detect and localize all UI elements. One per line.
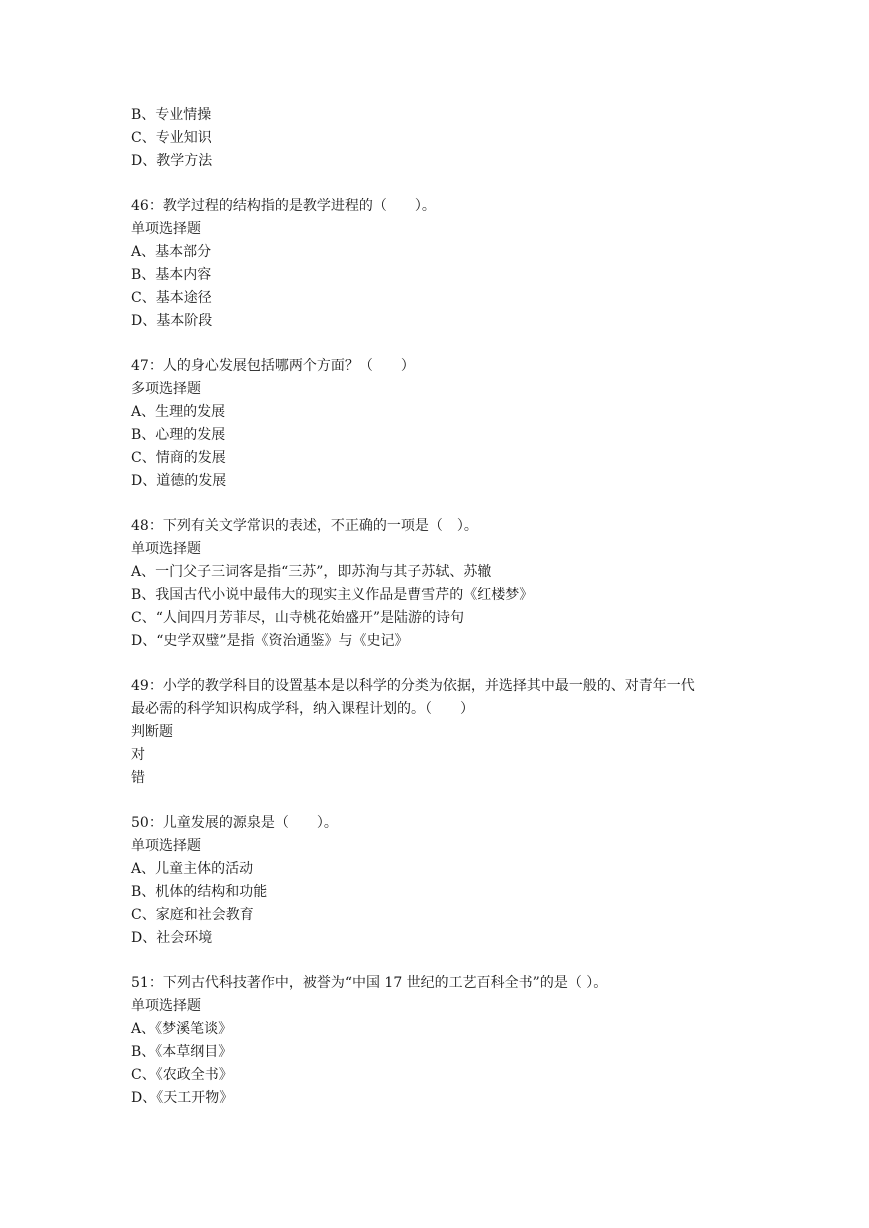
option: A、儿童主体的活动 <box>131 861 254 877</box>
question-stem: 46：教学过程的结构指的是教学进程的（ ）。 <box>131 198 436 214</box>
question-stem-continuation: 最必需的科学知识构成学科，纳入课程计划的。（ ） <box>131 701 474 717</box>
option: C、家庭和社会教育 <box>131 907 254 923</box>
question-type: 判断题 <box>131 724 173 740</box>
question-type: 单项选择题 <box>131 221 201 237</box>
option: D、社会环境 <box>131 930 213 946</box>
option: D、教学方法 <box>131 153 213 169</box>
question-type: 多项选择题 <box>131 381 201 397</box>
option: A、《梦溪笔谈》 <box>131 1021 233 1037</box>
question-stem: 47：人的身心发展包括哪两个方面？（ ） <box>131 358 415 374</box>
question-stem: 51：下列古代科技著作中，被誉为“中国 17 世纪的工艺百科全书”的是（ ）。 <box>131 975 608 991</box>
question-type: 单项选择题 <box>131 838 201 854</box>
option: D、《天工开物》 <box>131 1090 234 1106</box>
option: A、基本部分 <box>131 244 212 260</box>
question-stem: 48：下列有关文学常识的表述，不正确的一项是（ ）。 <box>131 518 478 534</box>
option: D、“史学双璧”是指《资治通鉴》与《史记》 <box>131 633 409 649</box>
option: B、机体的结构和功能 <box>131 884 268 900</box>
option: B、《本草纲目》 <box>131 1044 233 1060</box>
option: 对 <box>131 747 145 763</box>
question-stem: 50：儿童发展的源泉是（ ）。 <box>131 815 338 831</box>
option: C、情商的发展 <box>131 450 226 466</box>
option: C、基本途径 <box>131 290 212 306</box>
exam-page <box>131 104 771 1110</box>
option: 错 <box>131 770 145 786</box>
option: B、专业情操 <box>131 107 212 123</box>
question-stem: 49：小学的教学科目的设置基本是以科学的分类为依据，并选择其中最一般的、对青年一代 <box>131 678 695 694</box>
option: D、道德的发展 <box>131 473 227 489</box>
option: A、一门父子三词客是指“三苏”，即苏洵与其子苏轼、苏辙 <box>131 564 492 580</box>
question-type: 单项选择题 <box>131 541 201 557</box>
option: A、生理的发展 <box>131 404 226 420</box>
option: B、基本内容 <box>131 267 212 283</box>
option: C、专业知识 <box>131 130 212 146</box>
option: C、《农政全书》 <box>131 1067 233 1083</box>
option: B、心理的发展 <box>131 427 226 443</box>
option: B、我国古代小说中最伟大的现实主义作品是曹雪芹的《红楼梦》 <box>131 587 534 603</box>
question-type: 单项选择题 <box>131 998 201 1014</box>
option: D、基本阶段 <box>131 313 213 329</box>
option: C、“人间四月芳菲尽，山寺桃花始盛开”是陆游的诗句 <box>131 610 465 626</box>
